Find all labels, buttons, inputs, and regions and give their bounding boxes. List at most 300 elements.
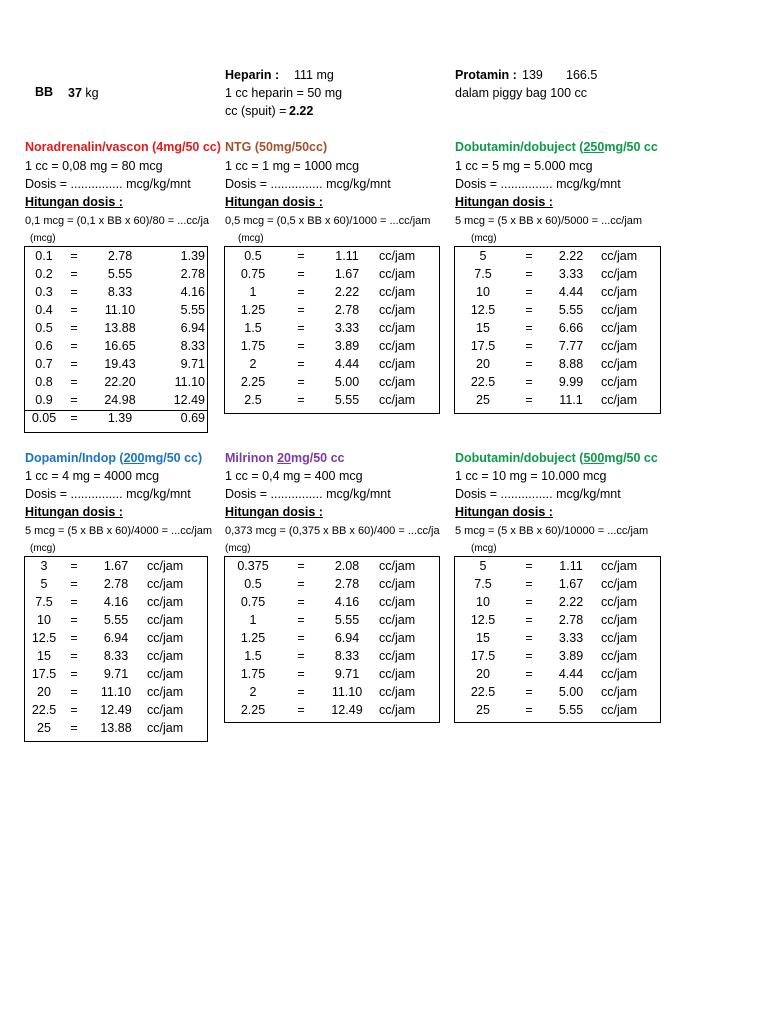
table-row [225, 703, 439, 721]
protamin-value-1: 139 [522, 68, 543, 82]
dose-cell: 25 [37, 721, 51, 735]
value-cell: 13.88 [104, 321, 136, 335]
table-row [25, 393, 207, 411]
table-row [225, 595, 439, 613]
dobu500-dosis: Dosis = ............... mcg/kg/mnt [455, 487, 621, 501]
table-row [225, 375, 439, 393]
unit-cell: cc/jam [379, 357, 416, 371]
table-row [225, 267, 439, 285]
table-row [455, 267, 660, 285]
eq-cell: = [525, 667, 533, 681]
dose-cell: 2.5 [244, 393, 262, 407]
dopa-hitungan: Hitungan dosis : [25, 505, 123, 519]
table-row [455, 703, 660, 721]
dose-cell: 1.5 [244, 649, 262, 663]
eq-cell: = [297, 339, 305, 353]
eq-cell: = [525, 393, 533, 407]
protamin-label: Protamin : [455, 68, 517, 82]
value-cell: 2.22 [334, 285, 360, 299]
table-row [225, 339, 439, 357]
dose-cell: 0.375 [237, 559, 269, 573]
table-row [25, 339, 207, 357]
unit-cell: cc/jam [601, 595, 638, 609]
dobu250-table [454, 246, 661, 414]
eq-cell: = [525, 357, 533, 371]
value-cell: 1.11 [335, 249, 359, 263]
milri-title-pre: Milrinon [225, 451, 278, 465]
value-cell: 4.16 [334, 595, 360, 609]
eq-cell: = [525, 613, 533, 627]
dose-cell: 25 [476, 703, 490, 717]
table-row [225, 285, 439, 303]
eq-cell: = [525, 285, 533, 299]
dose-cell: 1.5 [244, 321, 262, 335]
unit-cell: cc/jam [601, 249, 638, 263]
eq-cell: = [70, 721, 78, 735]
table-row [455, 631, 660, 649]
dobu500-conversion: 1 cc = 10 mg = 10.000 mcg [455, 469, 607, 483]
table-row [455, 375, 660, 393]
dose-cell: 0.6 [35, 339, 53, 353]
dose-cell: 10 [476, 595, 490, 609]
eq-cell: = [297, 559, 305, 573]
unit-cell: cc/jam [147, 595, 184, 609]
dose-cell: 0.5 [35, 321, 53, 335]
value-cell: 1.39 [107, 411, 133, 425]
dobu500-mcg-label: (mcg) [471, 543, 497, 554]
dopa-title-post: mg/50 cc) [144, 451, 203, 465]
extra-cell: 9.71 [180, 357, 205, 371]
table-row [455, 321, 660, 339]
eq-cell: = [297, 667, 305, 681]
dopa-title-pre: Dopamin/Indop ( [25, 451, 124, 465]
bb-value: 37 [68, 86, 82, 100]
eq-cell: = [70, 267, 78, 281]
dose-cell: 2.25 [240, 703, 266, 717]
unit-cell: cc/jam [601, 285, 638, 299]
dose-cell: 17.5 [31, 667, 57, 681]
dobu250-formula: 5 mcg = (5 x BB x 60)/5000 = ...cc/jam [455, 215, 643, 227]
dobu250-title-post: mg/50 cc [604, 140, 658, 154]
nora-mcg-label: (mcg) [30, 233, 56, 244]
unit-cell: cc/jam [601, 321, 638, 335]
unit-cell: cc/jam [601, 703, 638, 717]
dose-cell: 12.5 [470, 303, 496, 317]
table-row [25, 559, 207, 577]
value-cell: 2.08 [334, 559, 360, 573]
unit-cell: cc/jam [601, 393, 638, 407]
ntg-dosis: Dosis = ............... mcg/kg/mnt [225, 177, 391, 191]
value-cell: 5.00 [558, 685, 584, 699]
table-row [25, 411, 207, 429]
eq-cell: = [525, 685, 533, 699]
value-cell: 5.55 [107, 267, 133, 281]
ntg-title: NTG (50mg/50cc) [225, 140, 328, 154]
eq-cell: = [70, 649, 78, 663]
dose-cell: 12.5 [31, 631, 57, 645]
eq-cell: = [297, 631, 305, 645]
table-row [455, 249, 660, 267]
unit-cell: cc/jam [601, 649, 638, 663]
unit-cell: cc/jam [147, 667, 184, 681]
table-row [455, 285, 660, 303]
eq-cell: = [297, 595, 305, 609]
spuit-label: cc (spuit) = [225, 104, 287, 118]
value-cell: 6.94 [334, 631, 360, 645]
dobu250-dosis: Dosis = ............... mcg/kg/mnt [455, 177, 621, 191]
value-cell: 3.33 [334, 321, 360, 335]
value-cell: 5.00 [334, 375, 360, 389]
bb-unit: kg [85, 86, 99, 100]
spuit-value: 2.22 [289, 104, 314, 118]
unit-cell: cc/jam [379, 559, 416, 573]
table-row [25, 721, 207, 739]
value-cell: 9.71 [103, 667, 129, 681]
milri-formula: 0,373 mcg = (0,375 x BB x 60)/400 = ...cc/ja [225, 525, 440, 537]
value-cell: 4.16 [103, 595, 129, 609]
dopa-conversion: 1 cc = 4 mg = 4000 mcg [25, 469, 160, 483]
dose-cell: 15 [476, 631, 490, 645]
dose-cell: 20 [37, 685, 51, 699]
extra-cell: 0.69 [180, 411, 205, 425]
eq-cell: = [525, 703, 533, 717]
table-row [25, 285, 207, 303]
value-cell: 3.89 [558, 649, 584, 663]
heparin-conversion: 1 cc heparin = 50 mg [225, 86, 343, 100]
table-row [25, 267, 207, 285]
eq-cell: = [297, 577, 305, 591]
table-row [455, 393, 660, 411]
unit-cell: cc/jam [147, 703, 184, 717]
dose-cell: 20 [476, 357, 490, 371]
eq-cell: = [297, 357, 305, 371]
table-row [225, 613, 439, 631]
unit-cell: cc/jam [601, 577, 638, 591]
table-row [25, 595, 207, 613]
unit-cell: cc/jam [601, 631, 638, 645]
milri-hitungan: Hitungan dosis : [225, 505, 323, 519]
dose-cell: 1.75 [240, 667, 266, 681]
dose-cell: 0.75 [240, 595, 266, 609]
unit-cell: cc/jam [379, 703, 416, 717]
dose-cell: 22.5 [470, 685, 496, 699]
eq-cell: = [70, 393, 78, 407]
value-cell: 4.44 [558, 285, 584, 299]
dose-cell: 12.5 [470, 613, 496, 627]
unit-cell: cc/jam [379, 321, 416, 335]
row-divider [25, 410, 207, 411]
unit-cell: cc/jam [379, 667, 416, 681]
dobu500-title-post: mg/50 cc [604, 451, 658, 465]
dobu250-title-num: 250 [583, 140, 605, 154]
dose-cell: 0.9 [35, 393, 53, 407]
value-cell: 3.89 [334, 339, 360, 353]
unit-cell: cc/jam [379, 613, 416, 627]
ntg-conversion: 1 cc = 1 mg = 1000 mcg [225, 159, 360, 173]
dose-cell: 1.25 [240, 631, 266, 645]
table-row [225, 357, 439, 375]
table-row [455, 685, 660, 703]
unit-cell: cc/jam [147, 685, 184, 699]
value-cell: 12.49 [331, 703, 363, 717]
eq-cell: = [70, 559, 78, 573]
eq-cell: = [70, 631, 78, 645]
dobu250-conversion: 1 cc = 5 mg = 5.000 mcg [455, 159, 593, 173]
ntg-table [224, 246, 440, 414]
dose-cell: 10 [476, 285, 490, 299]
eq-cell: = [70, 285, 78, 299]
nora-hitungan: Hitungan dosis : [25, 195, 123, 209]
table-row [225, 393, 439, 411]
eq-cell: = [297, 613, 305, 627]
table-row [455, 303, 660, 321]
eq-cell: = [297, 703, 305, 717]
dobu250-mcg-label: (mcg) [471, 233, 497, 244]
value-cell: 11.10 [100, 685, 132, 699]
eq-cell: = [297, 249, 305, 263]
table-row [455, 667, 660, 685]
dopa-table [24, 556, 208, 742]
eq-cell: = [70, 703, 78, 717]
milri-dosis: Dosis = ............... mcg/kg/mnt [225, 487, 391, 501]
unit-cell: cc/jam [147, 721, 184, 735]
milri-conversion: 1 cc = 0,4 mg = 400 mcg [225, 469, 363, 483]
dose-cell: 0.2 [35, 267, 53, 281]
unit-cell: cc/jam [379, 267, 416, 281]
eq-cell: = [70, 613, 78, 627]
table-row [225, 303, 439, 321]
heparin-label: Heparin : [225, 68, 280, 82]
unit-cell: cc/jam [379, 595, 416, 609]
eq-cell: = [70, 303, 78, 317]
unit-cell: cc/jam [601, 303, 638, 317]
table-row [455, 613, 660, 631]
eq-cell: = [70, 685, 78, 699]
value-cell: 8.33 [334, 649, 360, 663]
nora-formula: 0,1 mcg = (0,1 x BB x 60)/80 = ...cc/ja [25, 215, 210, 227]
bb-label: BB [35, 85, 54, 99]
extra-cell: 5.55 [180, 303, 205, 317]
value-cell: 2.78 [334, 577, 360, 591]
dose-cell: 5 [40, 577, 48, 591]
table-row [455, 595, 660, 613]
dose-cell: 1.25 [240, 303, 266, 317]
dobu500-title-pre: Dobutamin/dobuject ( [455, 451, 584, 465]
heparin-value: 111 mg [294, 68, 334, 82]
dopa-mcg-label: (mcg) [30, 543, 56, 554]
table-row [225, 577, 439, 595]
unit-cell: cc/jam [147, 577, 184, 591]
eq-cell: = [297, 285, 305, 299]
dose-cell: 3 [40, 559, 48, 573]
bb-value-group [68, 86, 99, 100]
value-cell: 4.44 [334, 357, 360, 371]
dose-cell: 15 [476, 321, 490, 335]
dose-cell: 0.3 [35, 285, 53, 299]
extra-cell: 1.39 [180, 249, 205, 263]
table-row [25, 303, 207, 321]
value-cell: 3.33 [558, 267, 584, 281]
table-row [455, 649, 660, 667]
value-cell: 5.55 [103, 613, 129, 627]
unit-cell: cc/jam [379, 649, 416, 663]
eq-cell: = [70, 667, 78, 681]
eq-cell: = [70, 411, 78, 425]
table-row [25, 667, 207, 685]
value-cell: 1.67 [558, 577, 584, 591]
nora-title: Noradrenalin/vascon (4mg/50 cc) [25, 140, 221, 154]
dose-cell: 5 [479, 249, 487, 263]
eq-cell: = [70, 577, 78, 591]
eq-cell: = [297, 685, 305, 699]
unit-cell: cc/jam [601, 559, 638, 573]
dose-cell: 5 [479, 559, 487, 573]
eq-cell: = [70, 357, 78, 371]
dose-cell: 1 [249, 285, 257, 299]
table-row [455, 357, 660, 375]
eq-cell: = [525, 559, 533, 573]
nora-table [24, 246, 208, 433]
value-cell: 4.44 [558, 667, 584, 681]
unit-cell: cc/jam [601, 339, 638, 353]
extra-cell: 8.33 [180, 339, 205, 353]
eq-cell: = [297, 321, 305, 335]
dose-cell: 0.4 [35, 303, 53, 317]
value-cell: 6.66 [558, 321, 584, 335]
table-row [455, 339, 660, 357]
value-cell: 8.33 [107, 285, 133, 299]
table-row [225, 249, 439, 267]
extra-cell: 2.78 [180, 267, 205, 281]
dobu500-hitungan: Hitungan dosis : [455, 505, 553, 519]
unit-cell: cc/jam [147, 613, 184, 627]
dose-cell: 7.5 [35, 595, 53, 609]
value-cell: 5.55 [334, 613, 360, 627]
dose-cell: 17.5 [470, 649, 496, 663]
unit-cell: cc/jam [147, 649, 184, 663]
dose-cell: 2 [249, 357, 257, 371]
table-row [25, 685, 207, 703]
unit-cell: cc/jam [601, 667, 638, 681]
eq-cell: = [525, 375, 533, 389]
eq-cell: = [70, 375, 78, 389]
table-row [455, 559, 660, 577]
eq-cell: = [525, 339, 533, 353]
dose-cell: 0.7 [35, 357, 53, 371]
dobu500-table [454, 556, 661, 723]
table-row [455, 577, 660, 595]
unit-cell: cc/jam [379, 685, 416, 699]
table-row [25, 703, 207, 721]
value-cell: 8.88 [558, 357, 584, 371]
unit-cell: cc/jam [601, 685, 638, 699]
table-row [25, 613, 207, 631]
dopa-title-num: 200 [123, 451, 145, 465]
dose-cell: 25 [476, 393, 490, 407]
dose-cell: 0.75 [240, 267, 266, 281]
unit-cell: cc/jam [147, 631, 184, 645]
eq-cell: = [525, 631, 533, 645]
unit-cell: cc/jam [379, 249, 416, 263]
eq-cell: = [525, 649, 533, 663]
dobu250-hitungan: Hitungan dosis : [455, 195, 553, 209]
eq-cell: = [70, 595, 78, 609]
dose-cell: 17.5 [470, 339, 496, 353]
table-row [225, 631, 439, 649]
value-cell: 2.78 [334, 303, 360, 317]
unit-cell: cc/jam [379, 375, 416, 389]
table-row [25, 357, 207, 375]
eq-cell: = [297, 267, 305, 281]
unit-cell: cc/jam [379, 577, 416, 591]
table-row [25, 577, 207, 595]
eq-cell: = [525, 267, 533, 281]
dopa-title [25, 451, 202, 465]
value-cell: 1.67 [103, 559, 129, 573]
table-row [25, 649, 207, 667]
unit-cell: cc/jam [601, 613, 638, 627]
extra-cell: 12.49 [173, 393, 205, 407]
milri-mcg-label: (mcg) [225, 543, 251, 554]
eq-cell: = [297, 393, 305, 407]
unit-cell: cc/jam [601, 267, 638, 281]
unit-cell: cc/jam [601, 357, 638, 371]
value-cell: 5.55 [558, 703, 584, 717]
eq-cell: = [525, 303, 533, 317]
dose-cell: 15 [37, 649, 51, 663]
value-cell: 16.65 [104, 339, 136, 353]
eq-cell: = [525, 577, 533, 591]
table-row [25, 249, 207, 267]
value-cell: 8.33 [103, 649, 129, 663]
dose-cell: 7.5 [474, 577, 492, 591]
value-cell: 2.78 [558, 613, 584, 627]
value-cell: 19.43 [104, 357, 136, 371]
unit-cell: cc/jam [379, 393, 416, 407]
dose-cell: 0.5 [244, 249, 262, 263]
eq-cell: = [297, 303, 305, 317]
value-cell: 2.22 [558, 249, 584, 263]
value-cell: 5.55 [558, 303, 584, 317]
eq-cell: = [525, 595, 533, 609]
value-cell: 2.78 [107, 249, 133, 263]
dobu250-title [455, 140, 658, 154]
dose-cell: 2.25 [240, 375, 266, 389]
table-row [225, 667, 439, 685]
unit-cell: cc/jam [147, 559, 184, 573]
dopa-formula: 5 mcg = (5 x BB x 60)/4000 = ...cc/jam [25, 525, 213, 537]
dose-cell: 10 [37, 613, 51, 627]
dose-cell: 0.05 [31, 411, 57, 425]
table-row [225, 649, 439, 667]
table-row [25, 631, 207, 649]
value-cell: 12.49 [100, 703, 132, 717]
eq-cell: = [70, 249, 78, 263]
dobu250-title-pre: Dobutamin/dobuject ( [455, 140, 584, 154]
unit-cell: cc/jam [379, 285, 416, 299]
dose-cell: 0.5 [244, 577, 262, 591]
unit-cell: cc/jam [379, 339, 416, 353]
table-row [25, 375, 207, 393]
ntg-formula: 0,5 mcg = (0,5 x BB x 60)/1000 = ...cc/jam [225, 215, 431, 227]
eq-cell: = [70, 321, 78, 335]
extra-cell: 6.94 [180, 321, 205, 335]
dobu500-title [455, 451, 658, 465]
unit-cell: cc/jam [379, 631, 416, 645]
eq-cell: = [70, 339, 78, 353]
ntg-hitungan: Hitungan dosis : [225, 195, 323, 209]
value-cell: 6.94 [103, 631, 129, 645]
